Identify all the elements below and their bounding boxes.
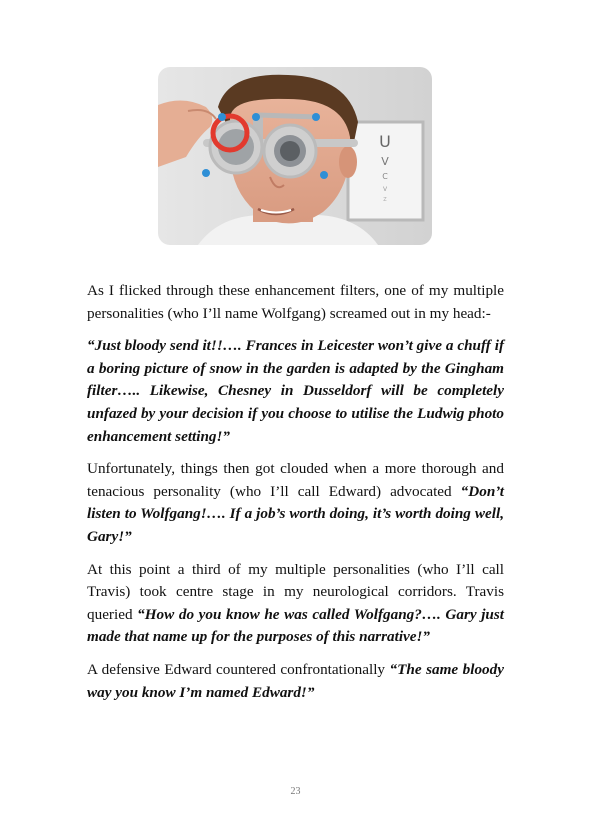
paragraph	[87, 280, 504, 325]
narrative-text: At this point a third of my multiple personalities (who I’ll call Travis) took centre stage in my neurological corridors. Travis queried	[87, 560, 504, 623]
paragraph	[87, 458, 504, 548]
chart-letter: V	[382, 186, 388, 193]
chart-letter: U	[379, 132, 391, 151]
body-text	[87, 280, 504, 714]
paragraph	[87, 559, 504, 649]
chart-letter: C	[382, 172, 388, 181]
narrative-text: As I flicked through these enhancement filters, one of my multiple personalities (who I’ll name Wolfgang) screamed out in my head:-	[87, 282, 504, 322]
narrative-text: A defensive Edward countered confrontationally	[87, 660, 390, 678]
quote-text: “The same bloody way you know I’m named Edward!”	[87, 660, 504, 701]
quote-text: “How do you know he was called Wolfgang?…. Gary just made that name up for the purposes of this narrative!”	[87, 605, 504, 646]
eye-chart	[348, 122, 423, 220]
quote-text: “Just bloody send it!!…. Frances in Leicester won’t give a chuff if a boring picture of snow in the garden is adapted by the Gingham filter….. Likewise, Chesney in Dusseldorf will be completely unfazed by your decision if you choose to utilise the Ludwig photo enhancement setting!”	[87, 337, 504, 445]
chart-letter: V	[381, 155, 389, 168]
paragraph	[87, 659, 504, 704]
paragraph	[87, 335, 504, 448]
chart-letter: Z	[383, 197, 387, 203]
quote-text: “Don’t listen to Wolfgang!…. If a job’s worth doing, it’s worth doing well, Gary!”	[87, 482, 504, 545]
photo-man-trial-frame	[158, 67, 432, 245]
narrative-text: Unfortunately, things then got clouded when a more thorough and tenacious personality (who I’ll call Edward) advocated	[87, 460, 504, 500]
page-number: 23	[290, 786, 301, 797]
